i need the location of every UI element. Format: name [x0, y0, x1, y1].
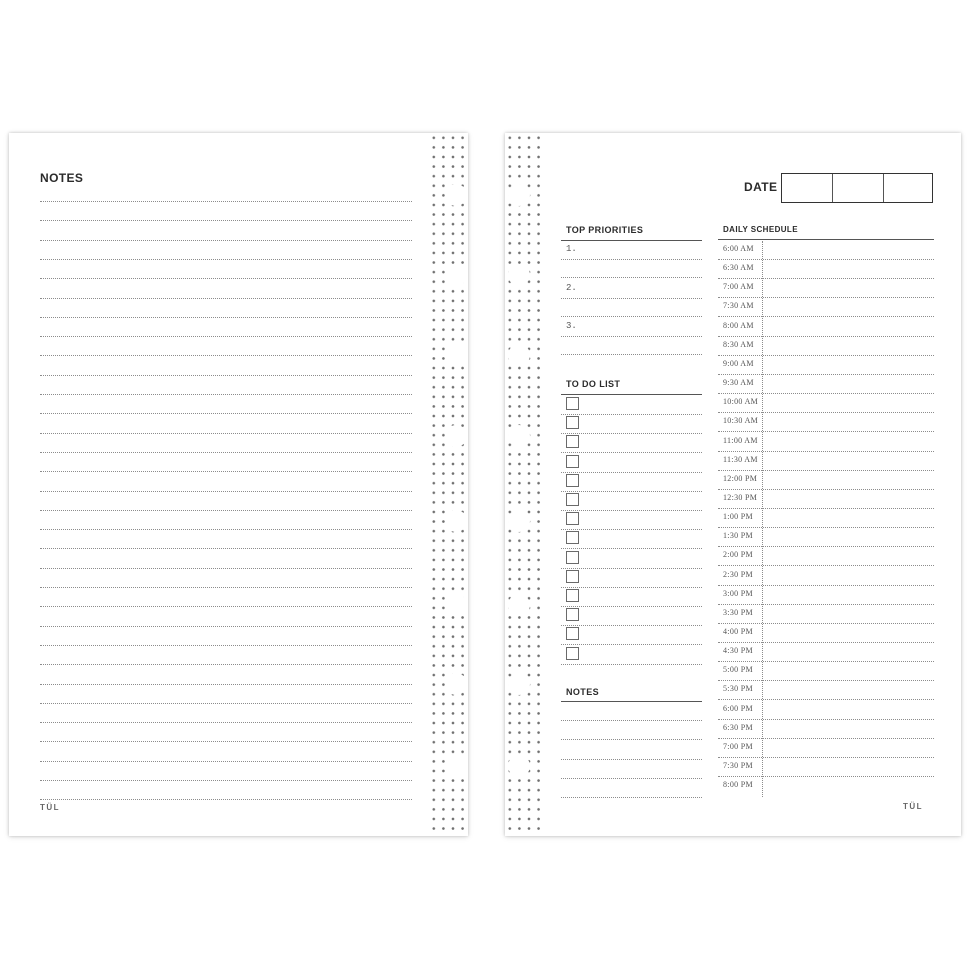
schedule-line[interactable]: [718, 278, 934, 279]
schedule-time: 4:30 PM: [723, 646, 753, 656]
todo-line[interactable]: [561, 644, 702, 645]
schedule-line[interactable]: [718, 738, 934, 739]
todo-line[interactable]: [561, 606, 702, 607]
dot-grid-strip: [505, 133, 545, 836]
date-divider: [883, 174, 884, 202]
notes-line[interactable]: [40, 703, 412, 704]
schedule-time: 3:30 PM: [723, 607, 753, 617]
schedule-line[interactable]: [718, 604, 934, 605]
schedule-line[interactable]: [718, 565, 934, 566]
todo-checkbox[interactable]: [566, 589, 579, 602]
todo-checkbox[interactable]: [566, 474, 579, 487]
section-rule: [561, 394, 702, 395]
notes-line[interactable]: [40, 259, 412, 260]
binding-hole: [508, 510, 530, 532]
schedule-line[interactable]: [718, 316, 934, 317]
section-rule: [561, 701, 702, 702]
binding-hole: [445, 344, 467, 366]
schedule-line[interactable]: [718, 489, 934, 490]
schedule-time: 1:00 PM: [723, 512, 753, 522]
notes-line[interactable]: [40, 741, 412, 742]
schedule-time: 11:00 AM: [723, 435, 758, 445]
priority-line[interactable]: [561, 316, 702, 317]
notes-line[interactable]: [40, 799, 412, 800]
notes-line[interactable]: [561, 739, 702, 740]
brand-logo: TÜL: [903, 802, 924, 811]
todo-checkbox[interactable]: [566, 647, 579, 660]
notes-line[interactable]: [561, 778, 702, 779]
binding-hole: [508, 755, 530, 777]
binding-hole: [445, 594, 467, 616]
schedule-time: 5:00 PM: [723, 665, 753, 675]
schedule-line[interactable]: [718, 508, 934, 509]
notes-line[interactable]: [40, 220, 412, 221]
binding-hole: [508, 594, 530, 616]
notes-line[interactable]: [40, 298, 412, 299]
dot-grid-strip: [429, 133, 468, 836]
todo-line[interactable]: [561, 529, 702, 530]
notes-line[interactable]: [40, 780, 412, 781]
schedule-line[interactable]: [718, 336, 934, 337]
priority-number: 1.: [566, 244, 577, 254]
schedule-line[interactable]: [718, 699, 934, 700]
notes-line[interactable]: [40, 548, 412, 549]
schedule-time: 6:00 PM: [723, 703, 753, 713]
schedule-line[interactable]: [718, 719, 934, 720]
schedule-time: 5:30 PM: [723, 684, 753, 694]
todo-line[interactable]: [561, 548, 702, 549]
todo-checkbox[interactable]: [566, 493, 579, 506]
schedule-time: 8:00 PM: [723, 780, 753, 790]
schedule-time: 8:00 AM: [723, 320, 754, 330]
schedule-line[interactable]: [718, 297, 934, 298]
notes-line[interactable]: [40, 645, 412, 646]
schedule-time: 9:30 AM: [723, 378, 754, 388]
schedule-line[interactable]: [718, 451, 934, 452]
todo-checkbox[interactable]: [566, 551, 579, 564]
priority-line[interactable]: [561, 277, 702, 278]
left-page: [9, 133, 468, 836]
todo-heading: TO DO LIST: [566, 379, 621, 389]
priority-line[interactable]: [561, 336, 702, 337]
schedule-divider: [762, 241, 763, 797]
notes-line[interactable]: [40, 529, 412, 530]
todo-line[interactable]: [561, 510, 702, 511]
notes-line[interactable]: [40, 664, 412, 665]
schedule-time: 12:00 PM: [723, 473, 758, 483]
notes-line[interactable]: [40, 413, 412, 414]
todo-checkbox[interactable]: [566, 512, 579, 525]
schedule-line[interactable]: [718, 374, 934, 375]
schedule-time: 7:30 PM: [723, 761, 753, 771]
todo-line[interactable]: [561, 414, 702, 415]
schedule-time: 2:00 PM: [723, 550, 753, 560]
notes-line[interactable]: [40, 201, 412, 202]
schedule-time: 8:30 AM: [723, 339, 754, 349]
schedule-line[interactable]: [718, 431, 934, 432]
binding-hole: [445, 673, 467, 695]
notes-heading: NOTES: [566, 687, 600, 697]
notes-line[interactable]: [561, 797, 702, 798]
notes-line[interactable]: [40, 471, 412, 472]
todo-checkbox[interactable]: [566, 627, 579, 640]
schedule-time: 10:30 AM: [723, 416, 759, 426]
top-priorities-heading: TOP PRIORITIES: [566, 225, 644, 235]
date-label: DATE: [744, 180, 778, 194]
todo-line[interactable]: [561, 625, 702, 626]
schedule-time: 6:30 AM: [723, 263, 754, 273]
schedule-time: 6:30 PM: [723, 722, 753, 732]
binding-hole: [508, 184, 530, 206]
right-page: [505, 133, 961, 836]
schedule-line[interactable]: [718, 661, 934, 662]
schedule-time: 12:30 PM: [723, 492, 758, 502]
binding-hole: [445, 755, 467, 777]
section-rule: [718, 239, 934, 240]
binding-hole: [445, 184, 467, 206]
schedule-line[interactable]: [718, 776, 934, 777]
notes-line[interactable]: [40, 375, 412, 376]
date-divider: [832, 174, 833, 202]
notes-line[interactable]: [40, 240, 412, 241]
notes-line[interactable]: [40, 394, 412, 395]
binding-hole: [508, 344, 530, 366]
binding-hole: [445, 264, 467, 286]
notes-line[interactable]: [40, 510, 412, 511]
daily-schedule-heading: DAILY SCHEDULE: [723, 225, 798, 234]
binding-hole: [445, 425, 467, 447]
notes-line[interactable]: [40, 761, 412, 762]
notes-line[interactable]: [40, 587, 412, 588]
section-rule: [561, 240, 702, 241]
notes-line[interactable]: [40, 568, 412, 569]
todo-checkbox[interactable]: [566, 608, 579, 621]
todo-line[interactable]: [561, 568, 702, 569]
schedule-line[interactable]: [718, 527, 934, 528]
notes-line[interactable]: [40, 355, 412, 356]
priority-line[interactable]: [561, 298, 702, 299]
notes-line[interactable]: [40, 606, 412, 607]
schedule-line[interactable]: [718, 470, 934, 471]
schedule-time: 7:00 AM: [723, 282, 754, 292]
notes-line[interactable]: [40, 278, 412, 279]
binding-hole: [508, 264, 530, 286]
binding-hole: [445, 510, 467, 532]
notes-line[interactable]: [40, 317, 412, 318]
binding-hole: [508, 425, 530, 447]
notes-line[interactable]: [40, 684, 412, 685]
schedule-time: 9:00 AM: [723, 358, 754, 368]
notes-line[interactable]: [40, 433, 412, 434]
notes-line[interactable]: [40, 336, 412, 337]
todo-line[interactable]: [561, 452, 702, 453]
todo-line[interactable]: [561, 664, 702, 665]
todo-checkbox[interactable]: [566, 531, 579, 544]
schedule-line[interactable]: [718, 355, 934, 356]
priority-number: 3.: [566, 321, 577, 331]
todo-line[interactable]: [561, 433, 702, 434]
schedule-time: 6:00 AM: [723, 244, 754, 253]
schedule-time: 4:00 PM: [723, 627, 753, 636]
schedule-time: 3:00 PM: [723, 588, 753, 598]
todo-line[interactable]: [561, 472, 702, 473]
schedule-line[interactable]: [718, 393, 934, 394]
schedule-line[interactable]: [718, 757, 934, 758]
todo-checkbox[interactable]: [566, 455, 579, 468]
schedule-line[interactable]: [718, 259, 934, 260]
schedule-time: 7:00 PM: [723, 741, 753, 751]
todo-checkbox[interactable]: [566, 570, 579, 583]
notes-line[interactable]: [561, 759, 702, 760]
binding-hole: [508, 673, 530, 695]
todo-line[interactable]: [561, 587, 702, 588]
schedule-time: 2:30 PM: [723, 569, 753, 579]
todo-checkbox[interactable]: [566, 435, 579, 448]
notes-line[interactable]: [40, 626, 412, 627]
schedule-line[interactable]: [718, 623, 934, 624]
notes-line[interactable]: [40, 452, 412, 453]
notes-heading: NOTES: [40, 171, 84, 185]
notes-line[interactable]: [561, 720, 702, 721]
schedule-time: 7:30 AM: [723, 301, 754, 311]
schedule-time: 10:00 AM: [723, 397, 759, 407]
priority-number: 2.: [566, 282, 577, 293]
todo-line[interactable]: [561, 491, 702, 492]
schedule-line[interactable]: [718, 680, 934, 681]
date-field[interactable]: [781, 173, 933, 203]
todo-checkbox[interactable]: [566, 416, 579, 429]
schedule-line[interactable]: [718, 585, 934, 586]
schedule-time: 1:30 PM: [723, 531, 753, 541]
brand-logo: TÜL: [40, 803, 61, 812]
todo-checkbox[interactable]: [566, 397, 579, 410]
priority-line[interactable]: [561, 354, 702, 355]
schedule-time: 11:30 AM: [723, 454, 758, 464]
notes-line[interactable]: [40, 491, 412, 492]
schedule-line[interactable]: [718, 412, 934, 413]
schedule-line[interactable]: [718, 642, 934, 643]
priority-line[interactable]: [561, 259, 702, 260]
schedule-line[interactable]: [718, 546, 934, 547]
notes-line[interactable]: [40, 722, 412, 723]
